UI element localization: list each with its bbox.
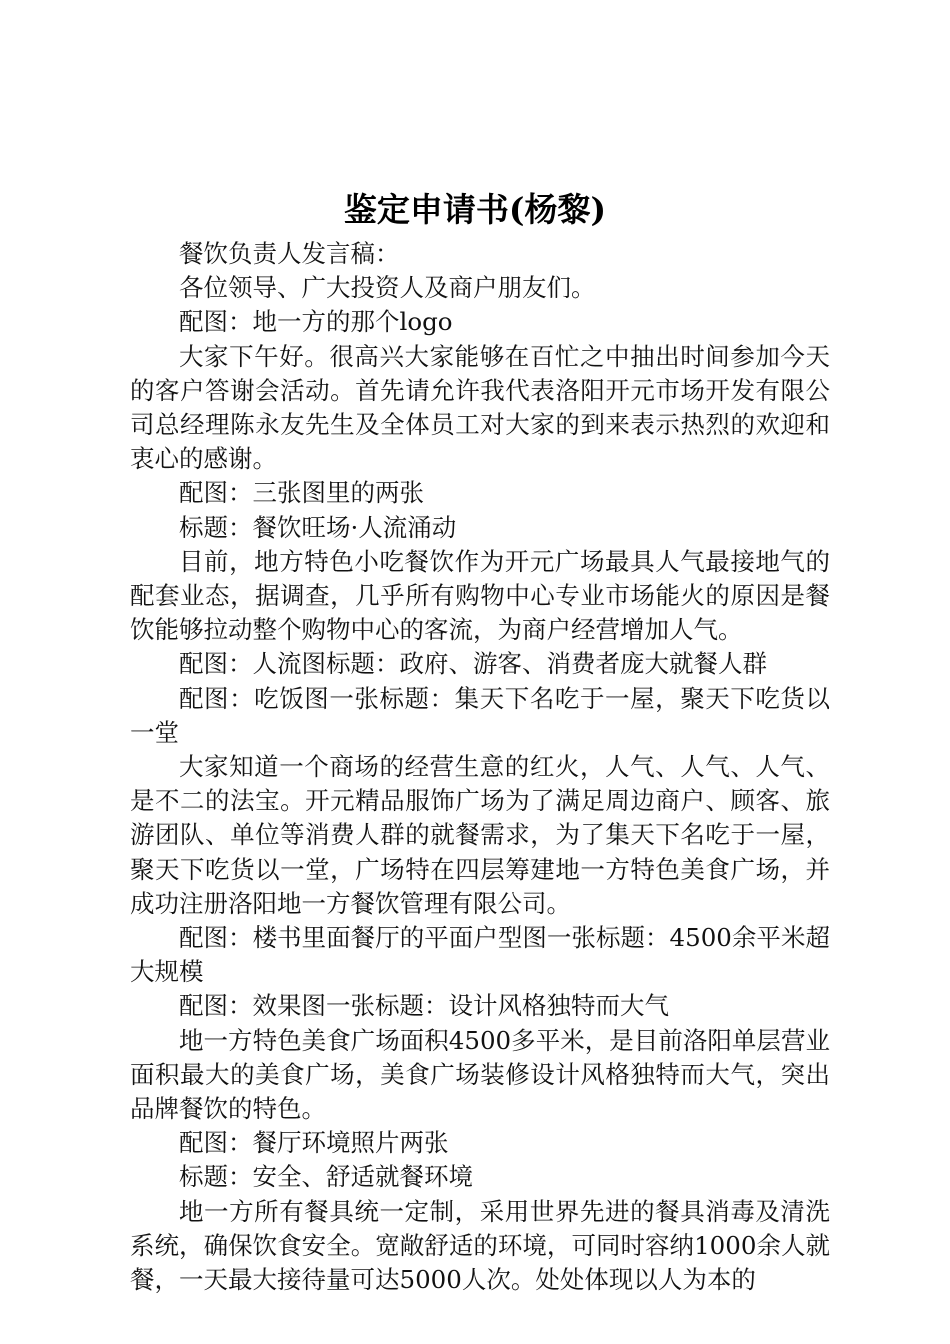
paragraph: 配图：楼书里面餐厅的平面户型图一张标题：4500余平米超大规模 <box>130 923 830 987</box>
paragraph: 标题：安全、舒适就餐环境 <box>179 1162 473 1192</box>
paragraph: 配图：餐厅环境照片两张 <box>179 1128 449 1158</box>
paragraph: 各位领导、广大投资人及商户朋友们。 <box>179 273 596 303</box>
paragraph: 配图：效果图一张标题：设计风格独特而大气 <box>179 991 669 1021</box>
paragraph: 餐饮负责人发言稿： <box>179 239 400 268</box>
paragraph: 地一方所有餐具统一定制，采用世界先进的餐具消毒及清洗系统，确保饮食安全。宽敞舒适的环境，可同时容纳1000余人就餐，一天最大接待量可达5000人次。处处体现以人为本的 <box>130 1196 830 1295</box>
paragraph: 大家下午好。很高兴大家能够在百忙之中抽出时间参加今天的客户答谢会活动。首先请允许我代表洛阳开元市场开发有限公司总经理陈永友先生及全体员工对大家的到来表示热烈的欢迎和衷心的感谢。 <box>130 341 830 474</box>
paragraph: 地一方特色美食广场面积4500多平米，是目前洛阳单层营业面积最大的美食广场，美食广场装修设计风格独特而大气，突出品牌餐饮的特色。 <box>130 1025 830 1124</box>
paragraph: 配图：三张图里的两张 <box>179 478 424 508</box>
paragraph: 目前，地方特色小吃餐饮作为开元广场最具人气最接地气的配套业态，据调查，几乎所有购物中心专业市场能火的原因是餐饮能够拉动整个购物中心的客流，为商户经营增加人气。 <box>130 546 830 645</box>
paragraph: 配图：吃饭图一张标题：集天下名吃于一屋，聚天下吃货以一堂 <box>130 683 830 747</box>
paragraph: 标题：餐饮旺场·人流涌动 <box>179 512 457 542</box>
document-title: 鉴定申请书(杨黎) <box>343 190 607 229</box>
paragraph: 大家知道一个商场的经营生意的红火，人气、人气、人气、是不二的法宝。开元精品服饰广场为了满足周边商户、顾客、旅游团队、单位等消费人群的就餐需求，为了集天下名吃于一屋，聚天下吃货以一堂，广场特在四层筹建地一方特色美食广场，并成功注册洛阳地一方餐饮管理有限公司。 <box>130 752 830 918</box>
document-body <box>130 237 830 1297</box>
paragraph: 配图：人流图标题：政府、游客、消费者庞大就餐人群 <box>179 649 767 679</box>
paragraph: 配图：地一方的那个logo <box>179 307 453 337</box>
